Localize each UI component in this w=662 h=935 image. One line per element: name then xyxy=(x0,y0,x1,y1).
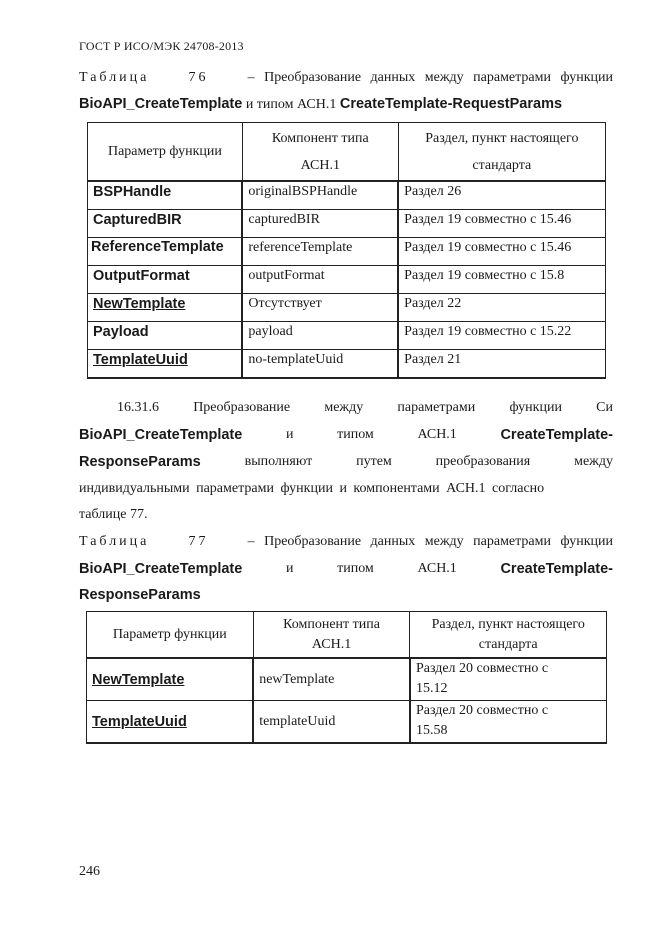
paragraph-word: функции xyxy=(509,400,562,415)
table76-param: NewTemplate xyxy=(88,294,243,322)
paragraph-word: между xyxy=(324,400,364,415)
table76-param: BSPHandle xyxy=(88,181,243,210)
table76-caption-word: Таблица xyxy=(79,70,150,85)
table76-component: Отсутствует xyxy=(242,294,398,322)
table-row xyxy=(88,238,606,266)
table76-caption-function: BioAPI_CreateTemplate xyxy=(79,96,243,112)
table-row xyxy=(88,266,606,294)
table77-param: TemplateUuid xyxy=(87,701,254,744)
table-77 xyxy=(86,611,607,744)
paragraph-word: преобразования xyxy=(435,454,531,469)
document-header: ГОСТ Р ИСО/МЭК 24708-2013 xyxy=(79,39,244,53)
table76-header-param: Параметр функции xyxy=(88,123,243,182)
table76-component: capturedBIR xyxy=(242,210,398,238)
paragraph-word: параметрами xyxy=(397,400,476,415)
paragraph-word: путем xyxy=(356,454,392,469)
table76-caption-mid: и типом АСН.1 xyxy=(245,97,337,112)
paragraph-line2 xyxy=(79,427,613,443)
table77-caption-word-type: типом xyxy=(337,561,374,576)
table76-component: referenceTemplate xyxy=(242,238,398,266)
paragraph-word: выполняют xyxy=(244,454,313,469)
table77-caption-text: – Преобразование данных между параметрами функции xyxy=(247,534,613,549)
table76-caption-number: 76 xyxy=(188,70,209,85)
paragraph-word: АСН.1 xyxy=(417,427,457,442)
table76-param: ReferenceTemplate xyxy=(88,238,243,266)
paragraph-word: между xyxy=(574,454,613,469)
table-row xyxy=(88,322,606,350)
table77-section: Раздел 20 совместно с 15.58 xyxy=(410,701,607,744)
table76-caption-line1 xyxy=(79,70,613,86)
table77-caption-word: Таблица xyxy=(79,534,150,549)
table76-caption-type: CreateTemplate-RequestParams xyxy=(339,96,563,112)
table-row xyxy=(87,701,607,744)
table77-param: NewTemplate xyxy=(87,658,254,701)
table77-caption-asn: АСН.1 xyxy=(417,561,457,576)
paragraph-word: и xyxy=(285,427,294,442)
table76-header-row xyxy=(88,123,606,182)
paragraph-word: Си xyxy=(596,400,613,415)
table76-caption-text: – Преобразование данных между параметрами функции xyxy=(247,70,613,85)
table77-header-component: Компонент типа АСН.1 xyxy=(253,612,410,659)
table-76 xyxy=(87,122,606,379)
table76-section: Раздел 19 совместно с 15.22 xyxy=(398,322,605,350)
table-row xyxy=(88,210,606,238)
paragraph-function: BioAPI_CreateTemplate xyxy=(79,427,243,443)
table76-component: no-templateUuid xyxy=(242,350,398,379)
paragraph-type-name-cont: ResponseParams xyxy=(79,454,201,470)
table-row xyxy=(88,181,606,210)
table76-param: Payload xyxy=(88,322,243,350)
table77-section: Раздел 20 совместно с 15.12 xyxy=(410,658,607,701)
table77-header-row xyxy=(87,612,607,659)
table76-param: TemplateUuid xyxy=(88,350,243,379)
table76-caption-line2 xyxy=(79,96,613,113)
table76-header-section: Раздел, пункт настоящего стандарта xyxy=(398,123,605,182)
table-row xyxy=(88,294,606,322)
table76-section: Раздел 26 xyxy=(398,181,605,210)
paragraph-word: Преобразование xyxy=(193,400,291,415)
table76-header-component: Компонент типа АСН.1 xyxy=(242,123,398,182)
table76-component: originalBSPHandle xyxy=(242,181,398,210)
table76-section: Раздел 19 совместно с 15.46 xyxy=(398,238,605,266)
table77-caption-type: CreateTemplate- xyxy=(500,561,613,577)
paragraph-line1 xyxy=(117,400,613,416)
table76-component: outputFormat xyxy=(242,266,398,294)
paragraph-line5: таблице 77. xyxy=(79,507,148,522)
paragraph-number: 16.31.6 xyxy=(117,400,159,415)
table77-caption-type-cont: ResponseParams xyxy=(79,587,201,603)
table77-component: newTemplate xyxy=(253,658,410,701)
table76-section: Раздел 21 xyxy=(398,350,605,379)
table-row xyxy=(87,658,607,701)
table77-component: templateUuid xyxy=(253,701,410,744)
table76-component: payload xyxy=(242,322,398,350)
table76-param: OutputFormat xyxy=(88,266,243,294)
table76-section: Раздел 19 совместно с 15.8 xyxy=(398,266,605,294)
table77-caption-function: BioAPI_CreateTemplate xyxy=(79,561,243,577)
table76-section: Раздел 22 xyxy=(398,294,605,322)
paragraph-line3 xyxy=(79,454,613,470)
table77-header-param: Параметр функции xyxy=(87,612,254,659)
table77-caption-line2 xyxy=(79,561,613,577)
table77-caption-line3 xyxy=(79,587,613,604)
table77-caption-word-and: и xyxy=(285,561,294,576)
table76-section: Раздел 19 совместно с 15.46 xyxy=(398,210,605,238)
table77-caption-line1 xyxy=(79,534,613,550)
paragraph-type-name: CreateTemplate- xyxy=(500,427,613,443)
table77-caption-number: 77 xyxy=(188,534,209,549)
table77-header-section: Раздел, пункт настоящего стандарта xyxy=(410,612,607,659)
paragraph-word: типом xyxy=(337,427,374,442)
table76-param: CapturedBIR xyxy=(88,210,243,238)
page-number: 246 xyxy=(79,864,100,879)
paragraph-line4: индивидуальными параметрами функции и компонентами АСН.1 согласно xyxy=(79,481,545,496)
table-row xyxy=(88,350,606,379)
